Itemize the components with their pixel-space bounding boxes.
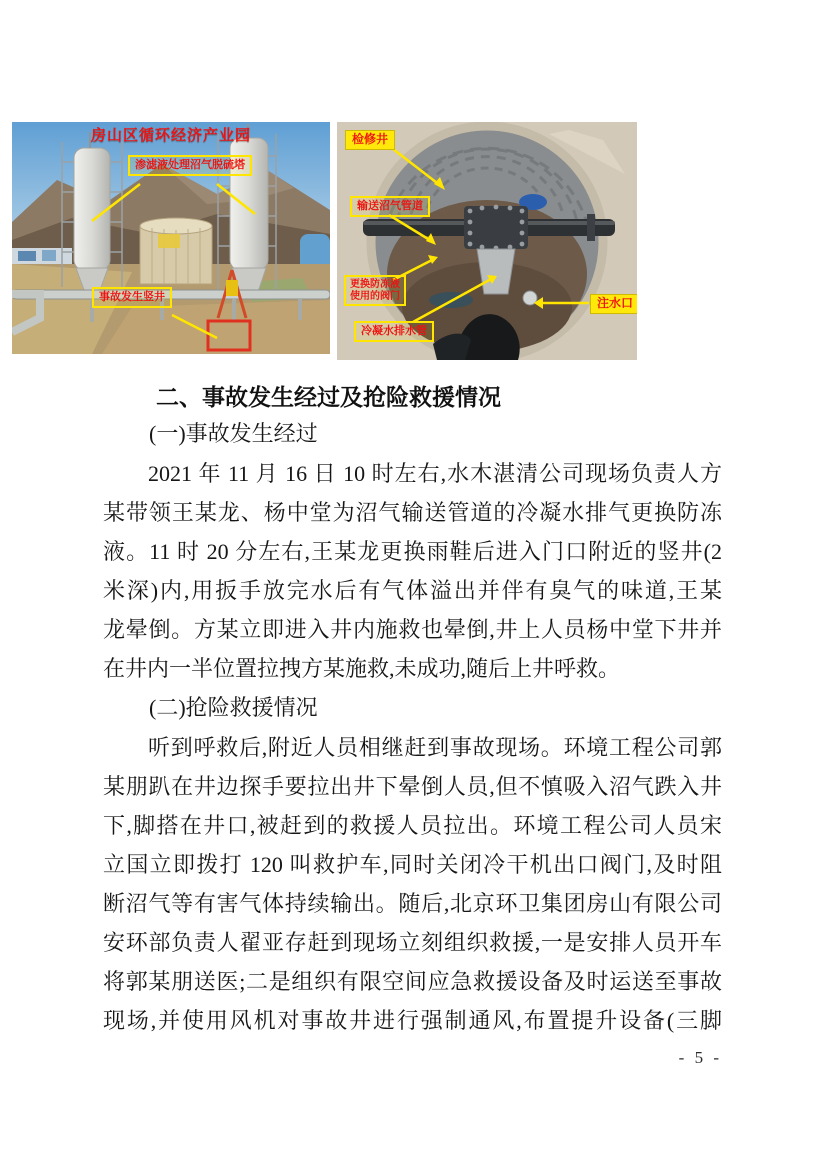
body-line: 现场,并使用风机对事故井进行强制通风,布置提升设备(三脚 <box>103 1008 722 1033</box>
body-line: 将郭某朋送医;二是组织有限空间应急救援设备及时运送至事故 <box>103 969 722 994</box>
inspection-well-label: 检修井 <box>345 130 395 150</box>
body-line: 在井内一半位置拉拽方某施救,未成功,随后上井呼救。 <box>103 656 621 681</box>
body-line: 2021 年 11 月 16 日 10 时左右,水木湛清公司现场负责人方 <box>148 461 722 486</box>
photos-row <box>12 0 826 360</box>
antifreeze-valve-label <box>344 275 406 306</box>
body-line: 米深)内,用扳手放完水后有气体溢出并伴有臭气的味道,王某 <box>103 578 722 603</box>
desulfurization-tower-label: 渗滤液处理沼气脱硫塔 <box>128 155 252 176</box>
body-line: 安环部负责人翟亚存赶到现场立刻组织救援,一是安排人员开车 <box>103 930 722 955</box>
body-line: 听到呼救后,附近人员相继赶到事故现场。环境工程公司郭 <box>148 735 722 760</box>
body-line: 某带领王某龙、杨中堂为沼气输送管道的冷凝水排气更换防冻 <box>103 500 722 525</box>
subsection-1-heading: (一)事故发生经过 <box>149 421 318 446</box>
page-number: - 5 - <box>678 1048 722 1067</box>
section-heading: 二、事故发生经过及抢险救援情况 <box>156 384 501 410</box>
site-exterior-photo <box>12 122 330 354</box>
paragraph-2 <box>103 728 722 1040</box>
accident-well-label: 事故发生竖井 <box>92 287 172 308</box>
antifreeze-valve-label-line2: 使用的阀门 <box>350 290 400 302</box>
photo-banner-text: 房山区循环经济产业园 <box>90 127 251 144</box>
body-line: 龙晕倒。方某立即进入井内施救也晕倒,井上人员杨中堂下井并 <box>103 617 722 642</box>
body-line: 立国立即拨打 120 叫救护车,同时关闭冷干机出口阀门,及时阻 <box>103 852 722 877</box>
body-line: 下,脚搭在井口,被赶到的救援人员拉出。环境工程公司人员宋 <box>103 813 722 838</box>
biogas-pipe-label: 输送沼气管道 <box>350 196 430 217</box>
body-line: 某朋趴在井边探手要拉出井下晕倒人员,但不慎吸入沼气跌入井 <box>103 774 722 799</box>
body-line: 断沼气等有害气体持续输出。随后,北京环卫集团房山有限公司 <box>103 891 722 916</box>
well-interior-photo <box>337 122 637 360</box>
condensate-drain-label: 冷凝水排水管 <box>354 321 434 342</box>
document-body <box>103 380 722 1040</box>
antifreeze-valve-label-line1: 更换防冻液 <box>350 279 400 290</box>
body-line: 液。11 时 20 分左右,王某龙更换雨鞋后进入门口附近的竖井(2 <box>103 539 722 564</box>
paragraph-1 <box>103 454 722 688</box>
water-inlet-label: 注水口 <box>590 294 637 314</box>
subsection-2-heading: (二)抢险救援情况 <box>149 695 318 720</box>
